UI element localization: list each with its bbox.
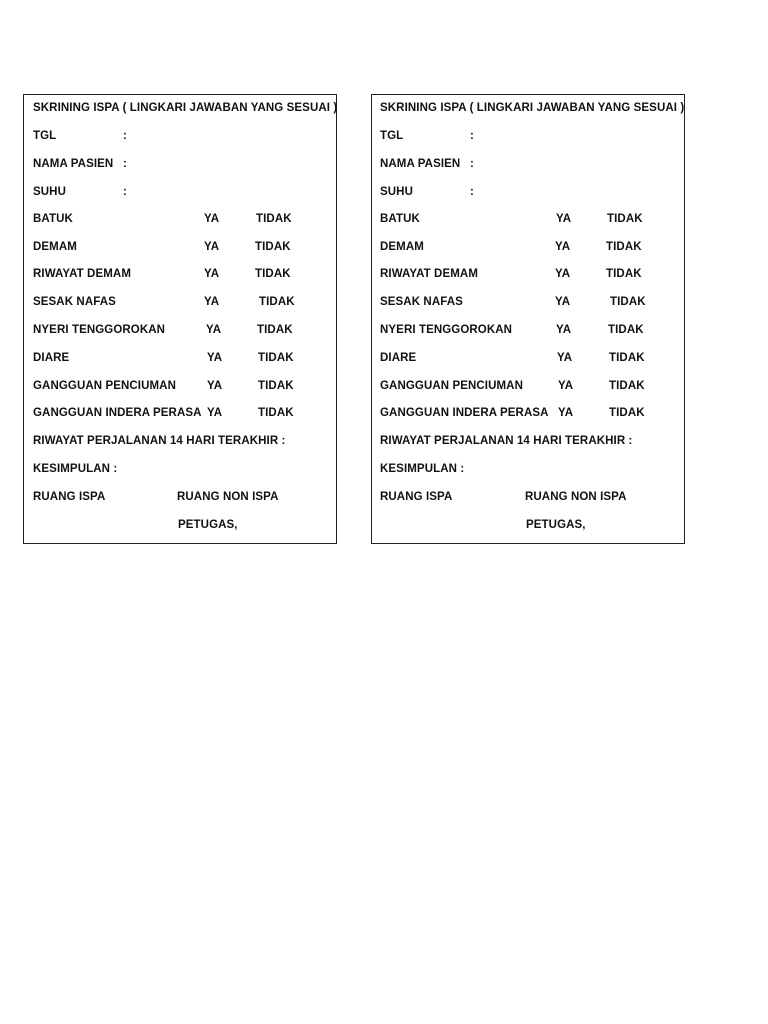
answer-yes: YA [556,213,572,225]
travel-history-label: RIWAYAT PERJALANAN 14 HARI TERAKHIR : [33,435,286,447]
screening-form-2 [371,94,685,544]
field-colon-suhu: : [470,186,474,198]
field-label-tgl: TGL [33,130,57,142]
room-non-ispa-label: RUANG NON ISPA [525,491,627,503]
answer-yes: YA [204,296,220,308]
question-batuk: BATUK [380,213,420,225]
question-riwayat-demam: RIWAYAT DEMAM [33,268,131,280]
answer-yes: YA [555,241,571,253]
field-label-suhu: SUHU [33,186,66,198]
question-gangguan-indera-perasa: GANGGUAN INDERA PERASA [380,407,549,419]
room-ispa-label: RUANG ISPA [33,491,106,503]
question-gangguan-penciuman: GANGGUAN PENCIUMAN [380,380,523,392]
answer-no: TIDAK [258,407,294,419]
answer-no: TIDAK [609,380,645,392]
answer-no: TIDAK [255,268,291,280]
field-colon-nama-pasien: : [470,158,474,170]
answer-no: TIDAK [607,213,643,225]
question-sesak-nafas: SESAK NAFAS [33,296,116,308]
officer-label: PETUGAS, [178,519,238,531]
answer-yes: YA [557,352,573,364]
answer-no: TIDAK [256,213,292,225]
answer-no: TIDAK [610,296,646,308]
question-nyeri-tenggorokan: NYERI TENGGOROKAN [33,324,166,336]
answer-yes: YA [207,380,223,392]
answer-no: TIDAK [609,407,645,419]
answer-yes: YA [558,380,574,392]
answer-yes: YA [555,268,571,280]
answer-no: TIDAK [258,380,294,392]
form-title: SKRINING ISPA ( LINGKARI JAWABAN YANG SESUAI ) [380,102,685,114]
conclusion-label: KESIMPULAN : [380,463,465,475]
field-label-suhu: SUHU [380,186,413,198]
answer-yes: YA [206,324,222,336]
field-label-tgl: TGL [380,130,404,142]
question-gangguan-penciuman: GANGGUAN PENCIUMAN [33,380,176,392]
screening-form-1 [23,94,337,544]
answer-no: TIDAK [258,352,294,364]
field-colon-suhu: : [123,186,127,198]
question-diare: DIARE [380,352,417,364]
question-gangguan-indera-perasa: GANGGUAN INDERA PERASA [33,407,202,419]
answer-no: TIDAK [259,296,295,308]
field-colon-tgl: : [470,130,474,142]
answer-yes: YA [556,324,572,336]
field-colon-nama-pasien: : [123,158,127,170]
answer-no: TIDAK [609,352,645,364]
field-label-nama-pasien: NAMA PASIEN [33,158,114,170]
answer-no: TIDAK [606,268,642,280]
answer-no: TIDAK [255,241,291,253]
question-riwayat-demam: RIWAYAT DEMAM [380,268,478,280]
answer-yes: YA [204,268,220,280]
question-nyeri-tenggorokan: NYERI TENGGOROKAN [380,324,513,336]
travel-history-label: RIWAYAT PERJALANAN 14 HARI TERAKHIR : [380,435,633,447]
question-sesak-nafas: SESAK NAFAS [380,296,463,308]
answer-yes: YA [555,296,571,308]
answer-no: TIDAK [608,324,644,336]
answer-yes: YA [558,407,574,419]
question-demam: DEMAM [33,241,77,253]
room-non-ispa-label: RUANG NON ISPA [177,491,279,503]
form-title: SKRINING ISPA ( LINGKARI JAWABAN YANG SESUAI ) [33,102,338,114]
answer-yes: YA [207,352,223,364]
answer-no: TIDAK [257,324,293,336]
field-label-nama-pasien: NAMA PASIEN [380,158,461,170]
room-ispa-label: RUANG ISPA [380,491,453,503]
question-batuk: BATUK [33,213,73,225]
question-demam: DEMAM [380,241,424,253]
answer-yes: YA [207,407,223,419]
answer-yes: YA [204,213,220,225]
field-colon-tgl: : [123,130,127,142]
answer-yes: YA [204,241,220,253]
question-diare: DIARE [33,352,70,364]
officer-label: PETUGAS, [526,519,586,531]
conclusion-label: KESIMPULAN : [33,463,118,475]
answer-no: TIDAK [606,241,642,253]
